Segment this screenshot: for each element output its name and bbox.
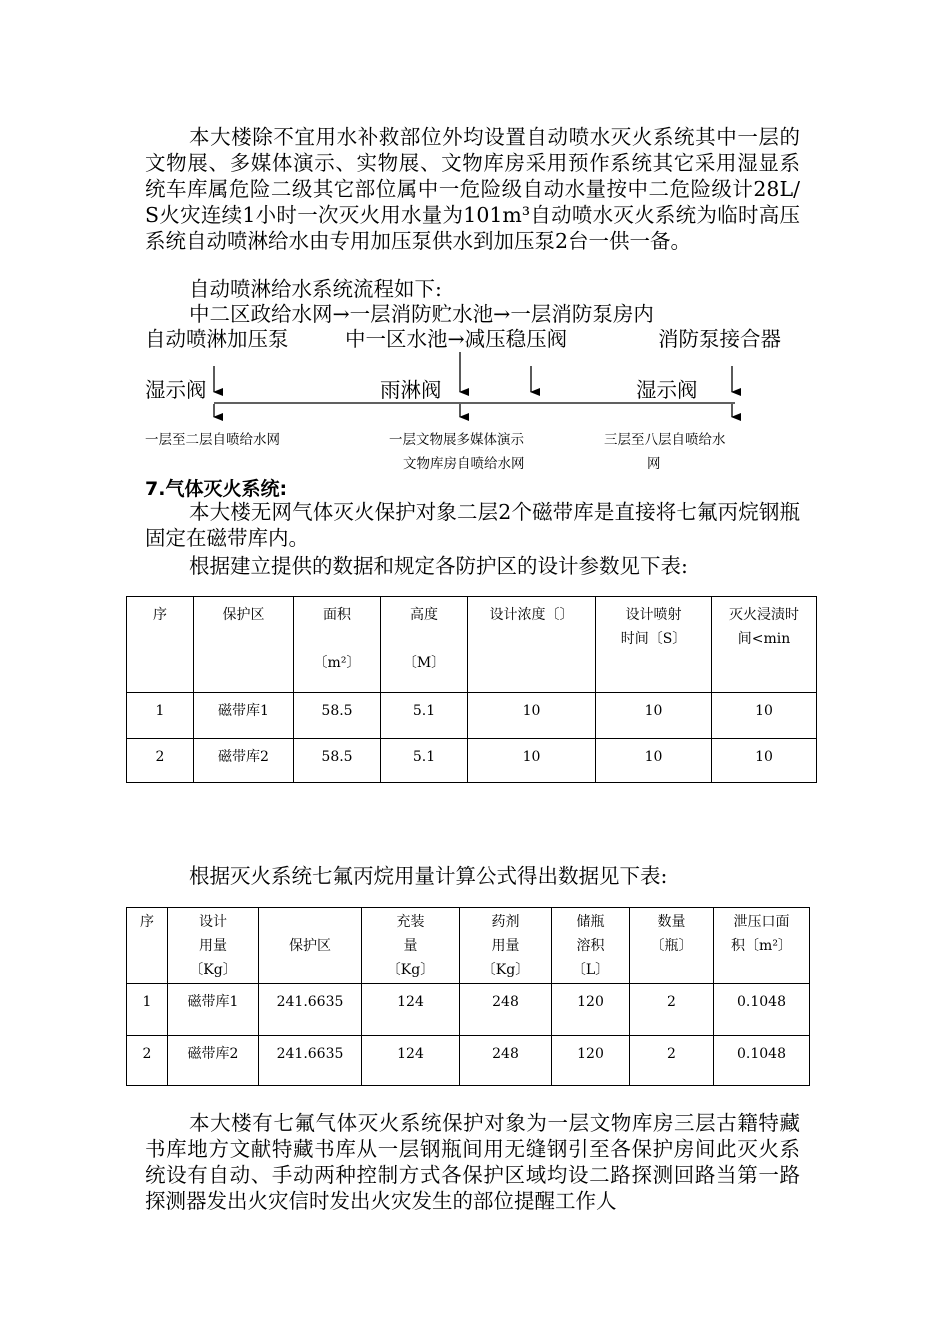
table1-header-cell: 高度 〔M〕 [381, 597, 468, 693]
table-cell: 10 [596, 739, 712, 783]
table-cell: 58.5 [294, 739, 381, 783]
net-3-label-line2: 网 [647, 456, 661, 472]
table-cell: 124 [362, 984, 460, 1036]
table-row [127, 693, 817, 739]
table2-header-row [127, 908, 810, 984]
intro-paragraph: 本大楼除不宜用水补救部位外均设置自动喷水灭火系统其中一层的文物展、多媒体演示、实物展、文物库房采用预作系统其它采用湿显系统车库属危险二级其它部位属中一危险级自动水量按中二危险级计28L/S火灾连续1小时一次灭火用水量为101m³自动喷水灭火系统为临时高压系统自动喷淋给水由专用加压泵供水到加压泵2台一供一备。 [145, 125, 800, 253]
table1-header-cell: 设计喷射 时间〔S〕 [596, 597, 712, 693]
table-cell: 2 [127, 1036, 168, 1086]
section-paragraph: 本大楼无网气体灭火保护对象二层2个磁带库是直接将七氟丙烷钢瓶固定在磁带库内。 [145, 500, 800, 550]
table2-header-cell: 药剂 用量 〔Kg〕 [460, 908, 552, 984]
flow-title: 自动喷淋给水系统流程如下: [189, 277, 442, 301]
table1-header-row [127, 597, 817, 693]
table2-header-cell: 设计 用量 〔Kg〕 [168, 908, 259, 984]
table-cell: 0.1048 [714, 984, 810, 1036]
flow-pump-label: 自动喷淋加压泵 [145, 327, 289, 351]
table-cell: 2 [630, 1036, 714, 1086]
table1-header-cell: 面积 〔m²〕 [294, 597, 381, 693]
table-cell: 120 [552, 984, 630, 1036]
net-2-label-line1: 一层文物展多媒体演示 [389, 432, 524, 448]
table-cell: 磁带库1 [194, 693, 294, 739]
table-cell: 124 [362, 1036, 460, 1086]
table-cell: 5.1 [381, 739, 468, 783]
net-2-label-line2: 文物库房自喷给水网 [403, 456, 525, 472]
agent-quantity-table [126, 907, 810, 1086]
table-cell: 10 [596, 693, 712, 739]
table-cell: 248 [460, 1036, 552, 1086]
table-cell: 磁带库2 [168, 1036, 259, 1086]
table-cell: 1 [127, 984, 168, 1036]
table2-header-cell: 储瓶 溶积 〔L〕 [552, 908, 630, 984]
table-cell: 2 [630, 984, 714, 1036]
table-cell: 10 [468, 739, 596, 783]
table-cell: 0.1048 [714, 1036, 810, 1086]
table-cell: 磁带库1 [168, 984, 259, 1036]
table-cell: 241.6635 [259, 1036, 362, 1086]
valve-wet-1-label: 湿示阀 [145, 378, 207, 402]
table2-header-cell: 序 [127, 908, 168, 984]
table1-header-cell: 保护区 [194, 597, 294, 693]
table-cell: 10 [712, 739, 817, 783]
flow-tank-label: 中一区水池→减压稳压阀 [345, 327, 568, 351]
net-1-label: 一层至二层自喷给水网 [145, 432, 280, 448]
section-heading: 7.气体灭火系统: [145, 478, 288, 500]
table1-intro: 根据建立提供的数据和规定各防护区的设计参数见下表: [189, 554, 688, 578]
table-cell: 磁带库2 [194, 739, 294, 783]
table1-header-cell: 序 [127, 597, 194, 693]
design-parameters-table [126, 596, 817, 783]
table-cell: 120 [552, 1036, 630, 1086]
flow-connector-label: 消防泵接合器 [658, 327, 781, 351]
table-cell: 2 [127, 739, 194, 783]
table2-header-cell: 数量 〔瓶〕 [630, 908, 714, 984]
table-row [127, 1036, 810, 1086]
flow-line-1: 中二区政给水网→一层消防贮水池→一层消防泵房内 [189, 302, 654, 326]
table-cell: 241.6635 [259, 984, 362, 1036]
flow-diagram [0, 0, 950, 480]
valve-deluge-label: 雨淋阀 [380, 378, 442, 402]
table-cell: 248 [460, 984, 552, 1036]
table-row [127, 984, 810, 1036]
closing-paragraph: 本大楼有七氟气体灭火系统保护对象为一层文物库房三层古籍特藏书库地方文献特藏书库从一层钢瓶间用无缝钢引至各保护房间此灭火系统设有自动、手动两种控制方式各保护区域均设二路探测回路当第一路探测器发出火灾信时发出火灾发生的部位提醒工作人 [145, 1111, 800, 1213]
net-3-label-line1: 三层至八层自喷给水 [604, 432, 726, 448]
table2-header-cell: 保护区 [259, 908, 362, 984]
table-cell: 1 [127, 693, 194, 739]
table-cell: 10 [468, 693, 596, 739]
table-cell: 58.5 [294, 693, 381, 739]
table2-header-cell: 泄压口面 积〔m²〕 [714, 908, 810, 984]
valve-wet-2-label: 湿示阀 [636, 378, 698, 402]
table1-header-cell: 设计浓度〔〕 [468, 597, 596, 693]
table-cell: 5.1 [381, 693, 468, 739]
table2-header-cell: 充装 量 〔Kg〕 [362, 908, 460, 984]
table2-intro: 根据灭火系统七氟丙烷用量计算公式得出数据见下表: [189, 864, 668, 888]
table1-header-cell: 灭火浸渍时 间<min [712, 597, 817, 693]
table-cell: 10 [712, 693, 817, 739]
table-row [127, 739, 817, 783]
